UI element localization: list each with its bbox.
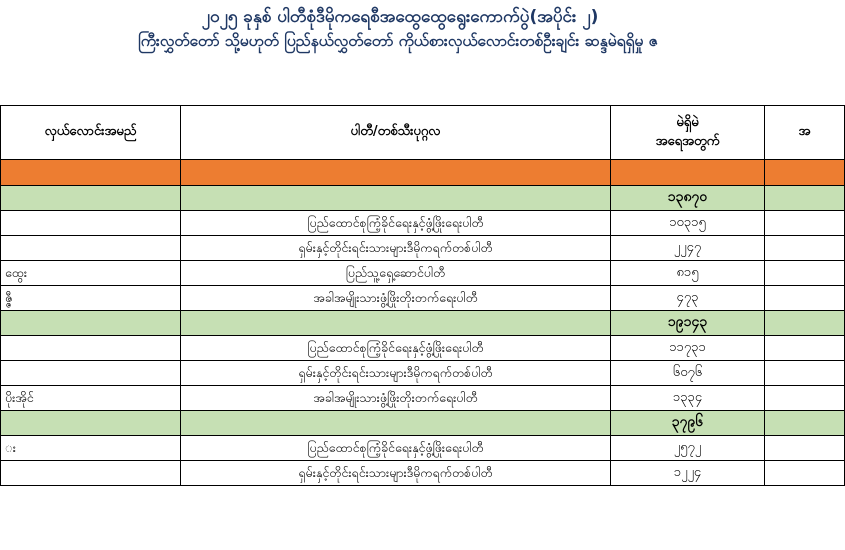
results-table-wrapper — [0, 105, 844, 486]
cell-candidate-name: ပိုးအိုင် — [1, 386, 181, 411]
cell-extra — [765, 211, 845, 236]
cell-vote-count: ၃၇၉၆ — [611, 411, 765, 436]
cell-candidate-name — [1, 211, 181, 236]
cell-extra — [765, 436, 845, 461]
cell-vote-count — [611, 160, 765, 186]
cell-party-name — [181, 186, 611, 211]
cell-extra — [765, 361, 845, 386]
cell-party-name: ပြည်ထောင်စုကြံ့ခိုင်ရေးနှင့်ဖွံ့ဖြိုးရေးပါတီ — [181, 336, 611, 361]
table-group-total-row — [0, 411, 845, 436]
page-subtitle: ကြီးလွှတ်တော် သို့မဟုတ် ပြည်နယ်လွှတ်တော် ကိုယ်စားလှယ်လောင်းတစ်ဦးချင်း ဆန္ဒမဲရရှိမှု ဇ — [138, 31, 658, 50]
cell-extra — [765, 411, 845, 436]
table-header-row — [0, 106, 845, 160]
cell-vote-count: ၄၇၃ — [611, 286, 765, 311]
cell-vote-count: ၁၉၁၄၃ — [611, 311, 765, 336]
cell-candidate-name: ထွေး — [1, 261, 181, 286]
cell-vote-count: ၁၁၇၃၁ — [611, 336, 765, 361]
table-group-total-row — [0, 186, 845, 211]
cell-candidate-name: ဇ္ဇီ — [1, 286, 181, 311]
column-header-candidate-name: လှယ်လောင်းအမည် — [1, 106, 181, 160]
column-header-extra: အ — [765, 106, 845, 160]
cell-extra — [765, 336, 845, 361]
cell-extra — [765, 236, 845, 261]
cell-extra — [765, 386, 845, 411]
cell-vote-count: ၂၅၇၂ — [611, 436, 765, 461]
cell-party-name: ပြည်ထောင်စုကြံ့ခိုင်ရေးနှင့်ဖွံ့ဖြိုးရေးပါတီ — [181, 211, 611, 236]
table-row — [0, 236, 845, 261]
cell-extra — [765, 160, 845, 186]
cell-party-name — [181, 160, 611, 186]
cell-party-name: အခါအမျိုးသားဖွံ့ဖြိုးတိုးတက်ရေးပါတီ — [181, 286, 611, 311]
cell-party-name: ရှမ်းနှင့်တိုင်းရင်းသားများဒီမိုကရက်တစ်ပါတီ — [181, 461, 611, 486]
cell-candidate-name — [1, 311, 181, 336]
column-header-votes — [611, 106, 765, 160]
cell-party-name: အခါအမျိုးသားဖွံ့ဖြိုးတိုးတက်ရေးပါတီ — [181, 386, 611, 411]
cell-candidate-name — [1, 186, 181, 211]
cell-party-name: ပြည်ထောင်စုကြံ့ခိုင်ရေးနှင့်ဖွံ့ဖြိုးရေးပါတီ — [181, 436, 611, 461]
table-row — [0, 361, 845, 386]
cell-candidate-name — [1, 236, 181, 261]
cell-vote-count: ၈၁၅ — [611, 261, 765, 286]
cell-candidate-name: း — [1, 436, 181, 461]
cell-candidate-name — [1, 160, 181, 186]
cell-party-name: ရှမ်းနှင့်တိုင်းရင်းသားများဒီမိုကရက်တစ်ပါတီ — [181, 361, 611, 386]
table-group-total-row — [0, 311, 845, 336]
table-band-row — [0, 160, 845, 186]
cell-vote-count: ၁၂၂၄ — [611, 461, 765, 486]
table-row — [0, 436, 845, 461]
column-header-votes-line1: မဲရှိမဲ — [676, 114, 699, 130]
title-block — [0, 0, 800, 53]
cell-vote-count: ၆၀၇၆ — [611, 361, 765, 386]
column-header-votes-line2: အရေအတွက် — [655, 133, 720, 149]
cell-extra — [765, 286, 845, 311]
cell-extra — [765, 461, 845, 486]
table-row — [0, 286, 845, 311]
cell-candidate-name — [1, 461, 181, 486]
table-row — [0, 386, 845, 411]
cell-candidate-name — [1, 336, 181, 361]
results-table — [0, 105, 845, 486]
table-body — [0, 160, 845, 486]
table-row — [0, 461, 845, 486]
cell-party-name: ပြည်သူ့ရှေ့ဆောင်ပါတီ — [181, 261, 611, 286]
column-header-party: ပါတီ/တစ်သီးပုဂ္ဂလ — [181, 106, 611, 160]
cell-vote-count: ၁၀၃၁၅ — [611, 211, 765, 236]
table-row — [0, 211, 845, 236]
table-row — [0, 261, 845, 286]
cell-extra — [765, 261, 845, 286]
cell-candidate-name — [1, 361, 181, 386]
cell-extra — [765, 311, 845, 336]
cell-extra — [765, 186, 845, 211]
cell-party-name — [181, 411, 611, 436]
table-row — [0, 336, 845, 361]
cell-party-name — [181, 311, 611, 336]
cell-party-name: ရှမ်းနှင့်တိုင်းရင်းသားများဒီမိုကရက်တစ်ပါတီ — [181, 236, 611, 261]
page-title: ၂၀၂၅ ခုနှစ် ပါတီစုံဒီမိုကရေစီအထွေထွေရွေးကောက်ပွဲ(အပိုင်း ၂) — [201, 7, 599, 27]
cell-vote-count: ၂၂၄၇ — [611, 236, 765, 261]
cell-candidate-name — [1, 411, 181, 436]
cell-vote-count: ၁၃၈၇၀ — [611, 186, 765, 211]
cell-vote-count: ၁၃၃၄ — [611, 386, 765, 411]
